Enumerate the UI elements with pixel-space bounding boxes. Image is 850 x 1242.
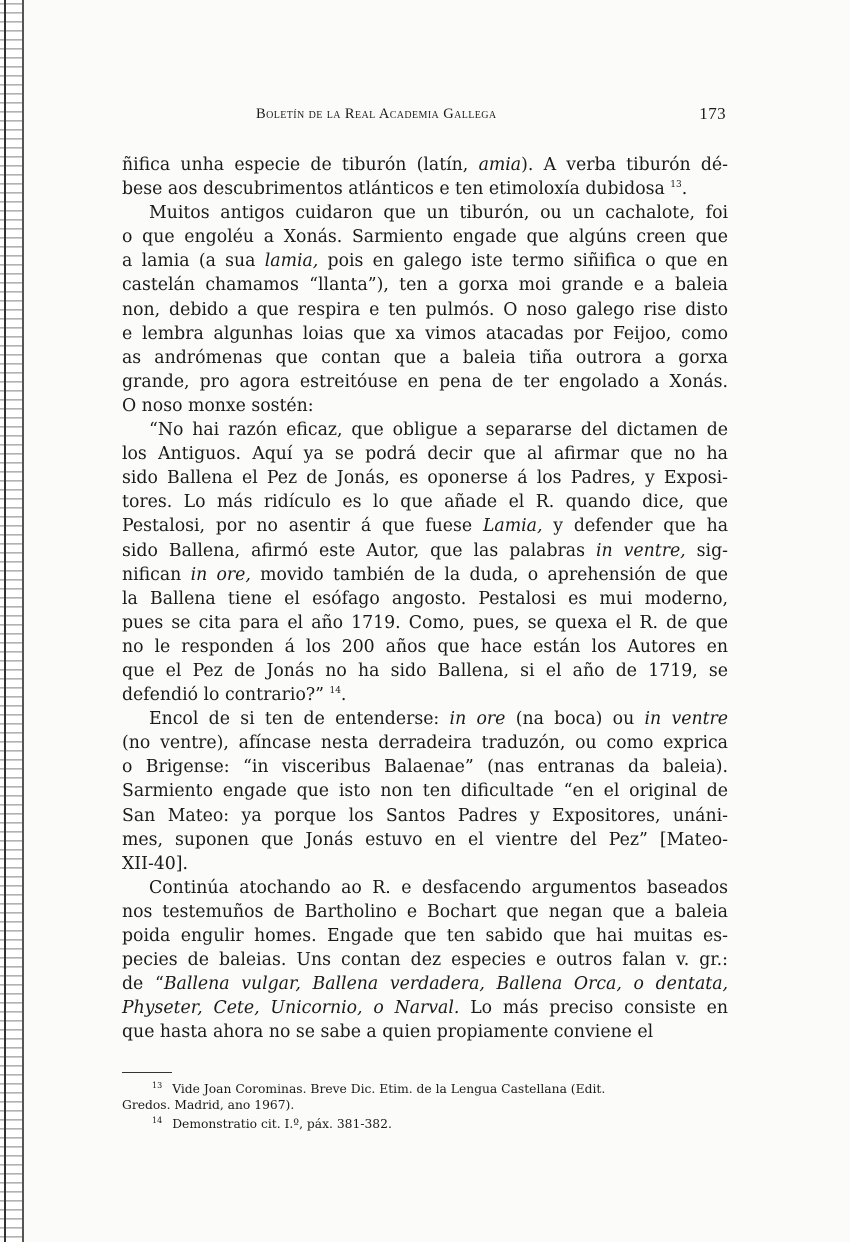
text-run: la Ballena tiene el esófago angosto. Pestalosi es mui moderno,: [122, 588, 728, 609]
footnote-line: [122, 1097, 728, 1113]
text-run: .: [681, 179, 688, 200]
text-run: castelán chamamos “llanta”), ten a gorxa moi grande e a baleia: [122, 275, 728, 296]
text-run: XII-40].: [122, 853, 189, 874]
text-run: de “: [122, 974, 164, 995]
text-run: Encol de si ten de entenderse:: [149, 709, 450, 730]
text-line: [122, 731, 728, 755]
text-line: [122, 948, 728, 972]
text-line: [122, 539, 728, 563]
text-run: Continúa atochando ao R. e desfacendo argumentos baseados: [149, 877, 728, 898]
text-run: Physeter, Cete, Unicornio, o Narval.: [122, 998, 460, 1019]
footnote-ref: 14: [329, 686, 341, 697]
text-run: que el Pez de Jonás no ha sido Ballena, si el año de 1719, se: [122, 660, 728, 681]
text-line: [122, 755, 728, 779]
text-run: grande, pro agora estreitóuse en pena de ter engolado a Xonás.: [122, 371, 728, 392]
footnote-text: Vide Joan Corominas. Breve Dic. Etim. de la Lengua Castellana (Edit.: [172, 1082, 606, 1096]
page-number: 173: [699, 104, 726, 123]
paragraph: [122, 418, 728, 707]
footnote-line: [122, 1113, 728, 1132]
text-run: non, debido a que respira e ten pulmós. O noso galego rise disto: [122, 299, 728, 320]
footnote-text: Gredos. Madrid, ano 1967).: [122, 1098, 295, 1112]
text-line: [122, 900, 728, 924]
text-line: [122, 225, 728, 249]
text-run: ). A verba tiburón dé-: [521, 155, 728, 175]
text-line: [122, 466, 728, 490]
text-run: in ore: [449, 709, 506, 730]
text-line: [122, 635, 728, 659]
text-line: [122, 852, 728, 876]
text-run: mes, suponen que Jonás estuvo en el vientre del Pez” [Mateo-: [122, 829, 728, 850]
footnote-line: [122, 1078, 728, 1097]
text-run: y defender que ha: [542, 516, 728, 537]
text-line: [122, 153, 728, 177]
text-run: bese aos descubrimentos atlánticos e ten etimoloxía dubidosa: [122, 179, 671, 200]
text-run: in ventre,: [595, 540, 686, 561]
text-run: in ore,: [190, 564, 251, 585]
text-line: [122, 273, 728, 297]
text-run: Ballena vulgar, Ballena verdadera, Ballena Orca, o dentata,: [163, 974, 729, 995]
text-line: [122, 828, 728, 852]
text-run: e lembra algunhas loias que xa vimos atacadas por Feijoo, como: [122, 323, 728, 344]
journal-title: Boletín de la Real Academia Gallega: [256, 106, 497, 122]
running-header: [256, 104, 726, 126]
text-run: o que engoléu a Xonás. Sarmiento engade que algúns creen que: [122, 227, 728, 248]
text-line: [122, 611, 728, 635]
text-run: “No hai razón eficaz, que obligue a separarse del dictamen de: [149, 420, 728, 441]
text-line: [122, 683, 728, 707]
paragraph: [122, 201, 728, 418]
text-line: [122, 370, 728, 394]
text-run: pues se cita para el año 1719. Como, pues, se quexa el R. de que: [122, 612, 728, 633]
text-run: Lamia,: [482, 516, 543, 537]
text-line: [122, 201, 728, 225]
text-run: sig-: [685, 540, 728, 561]
text-run: poida engulir homes. Engade que ten sabido que hai muitas es-: [122, 926, 728, 946]
footnote-ref: 13: [670, 180, 682, 191]
text-run: defendió lo contrario?”: [122, 685, 330, 706]
text-line: [122, 804, 728, 828]
text-run: as andrómenas que contan que a baleia tiña outrora a gorxa: [122, 347, 728, 368]
text-line: [122, 490, 728, 514]
text-line: [122, 394, 728, 418]
footnotes: [122, 1078, 728, 1132]
text-line: [122, 924, 728, 948]
text-run: amia: [478, 155, 522, 175]
text-line: [122, 418, 728, 442]
text-run: que hasta ahora no se sabe a quien propiamente conviene el: [122, 1022, 654, 1043]
text-run: sido Ballena, afirmó este Autor, que las palabras: [122, 540, 596, 561]
text-line: [122, 514, 728, 538]
text-line: [122, 707, 728, 731]
text-line: [122, 249, 728, 273]
text-run: tores. Lo más ridículo es lo que añade el R. quando dice, que: [122, 492, 728, 513]
text-run: o Brigense: “in visceribus Balaenae” (nas entranas da baleia).: [122, 757, 728, 778]
text-run: pois en galego iste termo siñifica o que en: [318, 251, 728, 272]
text-run: Lo más preciso consiste en: [459, 998, 728, 1019]
footnote-number: 13: [152, 1081, 163, 1090]
text-run: los Antiguos. Aquí ya se podrá decir que al afirmar que no ha: [122, 444, 728, 465]
footnote-rule: [122, 1072, 172, 1073]
text-line: [122, 972, 728, 996]
text-run: (no ventre), afíncase nesta derradeira traduzón, ou como exprica: [122, 733, 728, 754]
text-run: ñifica unha especie de tiburón (latín,: [122, 155, 479, 175]
text-line: [122, 659, 728, 683]
text-run: Sarmiento engade que isto non ten dificultade “en el original de: [122, 781, 728, 802]
text-run: a lamia (a sua: [122, 251, 265, 272]
book-binding-edge: [0, 0, 24, 1242]
text-line: [122, 298, 728, 322]
text-run: Muitos antigos cuidaron que un tiburón, ou un cachalote, foi: [149, 203, 728, 224]
text-run: San Mateo: ya porque los Santos Padres y Expositores, unáni-: [122, 805, 728, 826]
paragraph: [122, 707, 728, 876]
paragraph: [122, 153, 728, 201]
text-run: sido Ballena el Pez de Jonás, es oponerse á los Padres, y Exposi-: [122, 468, 728, 489]
body-text: [122, 153, 728, 1044]
text-line: [122, 177, 728, 201]
text-run: in ventre: [644, 709, 729, 730]
text-run: nifican: [122, 564, 191, 585]
text-run: O noso monxe sostén:: [122, 395, 314, 416]
footnote-number: 14: [152, 1116, 163, 1125]
text-line: [122, 563, 728, 587]
text-line: [122, 996, 728, 1020]
text-run: nos testemuños de Bartholino e Bochart que negan que a baleia: [122, 901, 728, 922]
text-line: [122, 442, 728, 466]
text-line: [122, 779, 728, 803]
text-line: [122, 587, 728, 611]
text-run: no le responden á los 200 años que hace están los Autores en: [122, 636, 728, 657]
text-line: [122, 876, 728, 900]
text-run: .: [340, 685, 347, 706]
footnote-text: Demonstratio cit. I.º, páx. 381-382.: [172, 1117, 392, 1131]
paragraph: [122, 876, 728, 1045]
text-run: (na boca) ou: [505, 709, 645, 730]
text-run: lamia,: [264, 251, 319, 272]
text-run: Pestalosi, por no asentir á que fuese: [122, 516, 483, 537]
text-line: [122, 1020, 728, 1044]
text-run: pecies de baleias. Uns contan dez especies e outros falan v. gr.:: [122, 950, 728, 971]
text-run: movido también de la duda, o aprehensión de que: [250, 564, 728, 585]
text-line: [122, 346, 728, 370]
text-line: [122, 322, 728, 346]
